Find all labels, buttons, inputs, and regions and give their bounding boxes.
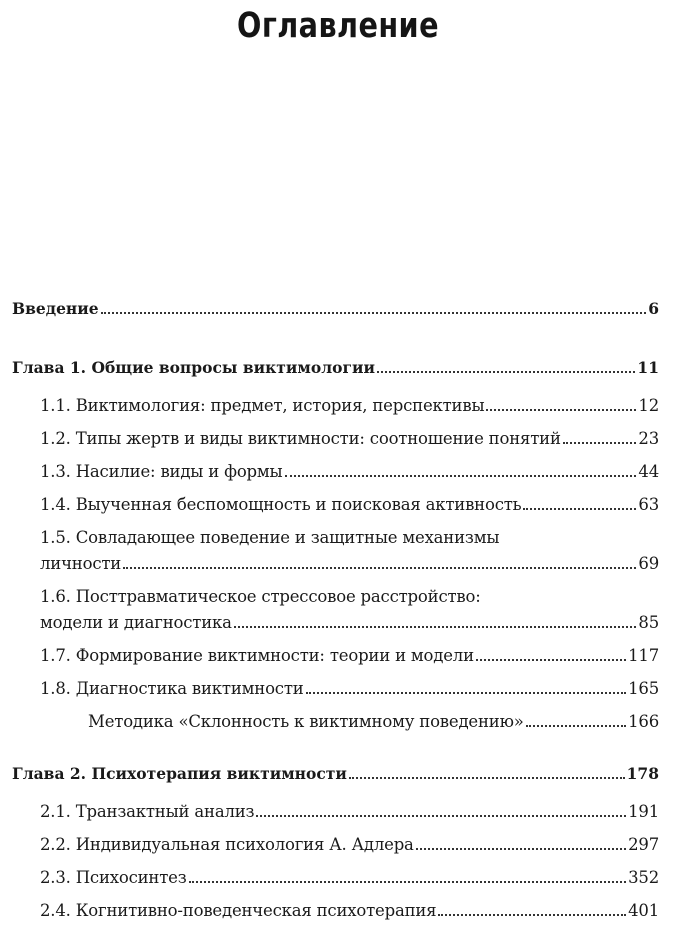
toc-section-page: 44 xyxy=(638,462,659,481)
toc-section-page: 165 xyxy=(628,679,659,698)
leader-dots xyxy=(523,508,636,510)
toc-section-label: 1.1. Виктимология: предмет, история, перспективы xyxy=(40,396,485,415)
leader-dots xyxy=(438,914,626,916)
toc-section-page: 191 xyxy=(628,802,659,821)
toc-section-1-8[interactable] xyxy=(12,678,659,700)
toc-chapter-1-label: Глава 1. Общие вопросы виктимологии xyxy=(12,358,375,377)
leader-dots xyxy=(306,692,627,694)
toc-intro-page: 6 xyxy=(648,299,659,318)
toc-intro-label: Введение xyxy=(12,299,99,318)
toc-section-label: 2.3. Психосинтез xyxy=(40,868,187,887)
toc-section-1-4[interactable] xyxy=(12,494,659,516)
toc-section-label: 2.4. Когнитивно-поведенческая психотерапия xyxy=(40,901,437,920)
toc-section-page: 297 xyxy=(628,835,659,854)
toc-section-label: 1.4. Выученная беспомощность и поисковая активность xyxy=(40,495,522,514)
toc-section-1-2[interactable] xyxy=(12,428,659,450)
toc-chapter-2-page: 178 xyxy=(626,764,659,783)
toc-section-label: 2.1. Транзактный анализ xyxy=(40,802,255,821)
leader-dots xyxy=(101,312,647,314)
toc-section-page: 352 xyxy=(628,868,659,887)
leader-dots xyxy=(476,659,626,661)
leader-dots xyxy=(377,371,635,373)
toc-section-label: 1.8. Диагностика виктимности xyxy=(40,679,304,698)
leader-dots xyxy=(123,567,636,569)
toc-section-label-line1: 1.5. Совладающее поведение и защитные механизмы xyxy=(40,528,500,547)
table-of-contents xyxy=(12,292,659,922)
toc-section-1-7[interactable] xyxy=(12,645,659,667)
toc-section-1-5[interactable] xyxy=(12,527,659,575)
toc-section-1-6[interactable] xyxy=(12,586,659,634)
leader-dots xyxy=(234,626,637,628)
toc-section-page: 63 xyxy=(638,495,659,514)
leader-dots xyxy=(285,475,637,477)
toc-section-page: 401 xyxy=(628,901,659,920)
toc-section-label: 1.7. Формирование виктимности: теории и модели xyxy=(40,646,474,665)
page-title: Оглавление xyxy=(237,6,439,46)
toc-chapter-1-page: 11 xyxy=(637,358,659,377)
toc-chapter-2-label: Глава 2. Психотерапия виктимности xyxy=(12,764,347,783)
toc-section-label-line2: модели и диагностика xyxy=(40,613,232,632)
leader-dots xyxy=(486,409,636,411)
toc-section-2-3[interactable] xyxy=(12,867,659,889)
toc-section-page: 117 xyxy=(628,646,659,665)
toc-method-label: Методика «Склонность к виктимному поведению» xyxy=(88,712,524,731)
toc-section-1-3[interactable] xyxy=(12,461,659,483)
leader-dots xyxy=(349,777,625,779)
toc-section-label: 1.3. Насилие: виды и формы xyxy=(40,462,283,481)
toc-section-page: 85 xyxy=(638,613,659,632)
toc-section-page: 69 xyxy=(638,554,659,573)
toc-section-page: 12 xyxy=(638,396,659,415)
leader-dots xyxy=(563,442,637,444)
leader-dots xyxy=(416,848,626,850)
leader-dots xyxy=(189,881,627,883)
toc-intro[interactable] xyxy=(12,298,659,320)
toc-method[interactable] xyxy=(12,711,659,733)
toc-section-label-line1: 1.6. Посттравматическое стрессовое расстройство: xyxy=(40,587,481,606)
toc-method-page: 166 xyxy=(628,712,659,731)
toc-section-2-2[interactable] xyxy=(12,834,659,856)
toc-section-line2 xyxy=(12,612,659,634)
toc-section-label: 1.2. Типы жертв и виды виктимности: соотношение понятий xyxy=(40,429,561,448)
toc-chapter-1[interactable] xyxy=(12,357,659,379)
toc-section-page: 23 xyxy=(638,429,659,448)
toc-section-2-1[interactable] xyxy=(12,801,659,823)
toc-chapter-2[interactable] xyxy=(12,763,659,785)
toc-section-line2 xyxy=(12,553,659,575)
toc-section-1-1[interactable] xyxy=(12,395,659,417)
toc-section-label-line2: личности xyxy=(40,554,122,573)
leader-dots xyxy=(256,815,626,817)
toc-section-2-4[interactable] xyxy=(12,900,659,922)
toc-section-label: 2.2. Индивидуальная психология А. Адлера xyxy=(40,835,414,854)
leader-dots xyxy=(526,725,626,727)
